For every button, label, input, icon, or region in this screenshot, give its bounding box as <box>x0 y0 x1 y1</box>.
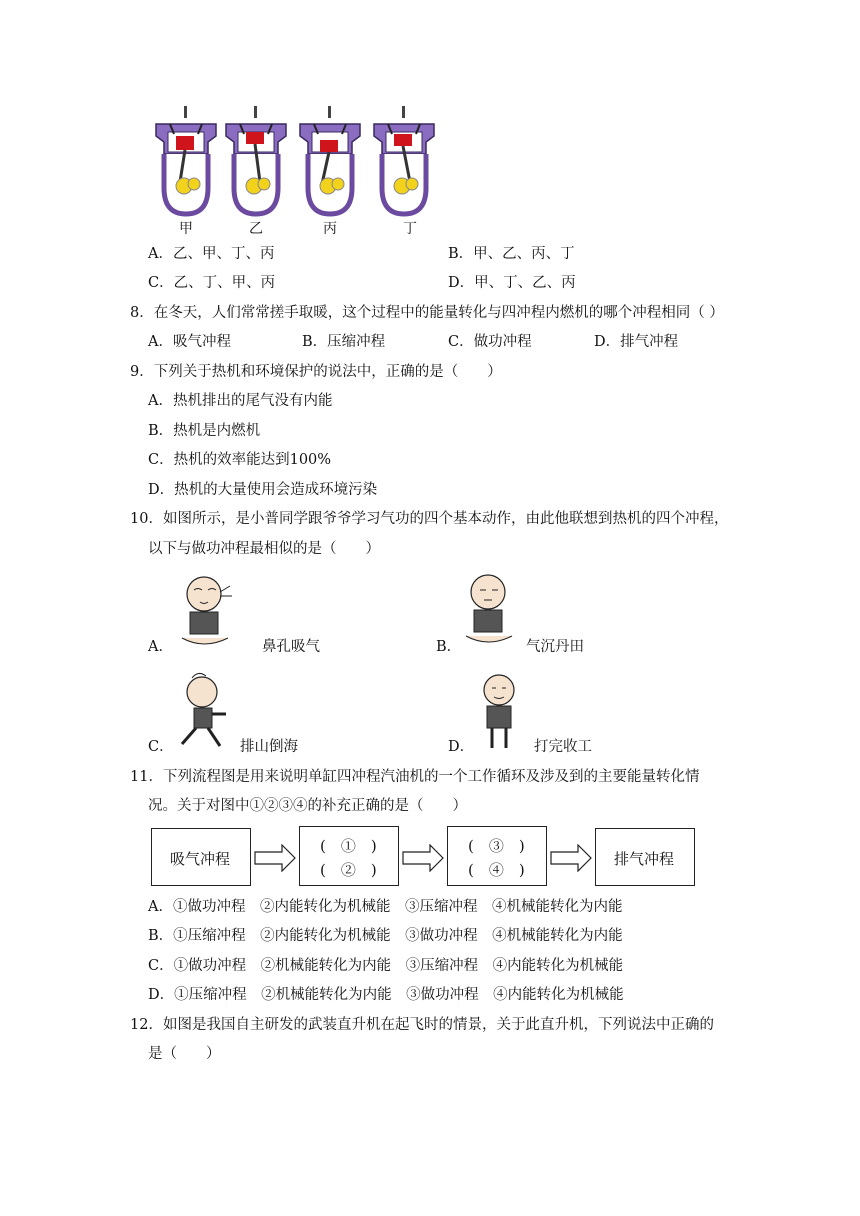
flow-blank-1: ( ① ) <box>320 837 377 855</box>
q10-option-c-caption: 排山倒海 <box>240 739 298 755</box>
q11-option-a[interactable]: A．①做功冲程 ②内能转化为机械能 ③压缩冲程 ④机械能转化为内能 <box>148 899 623 915</box>
q11-option-c[interactable]: C．①做功冲程 ②机械能转化为内能 ③压缩冲程 ④内能转化为机械能 <box>148 958 624 974</box>
q10-option-d-caption: 打完收工 <box>534 739 592 755</box>
q7-option-d[interactable]: D．甲、丁、乙、丙 <box>448 275 576 291</box>
engine-diagram-yi <box>224 106 288 218</box>
cartoon-push-mountain <box>176 672 236 754</box>
q9-stem: 9．下列关于热机和环境保护的说法中，正确的是（ ） <box>130 364 502 380</box>
q11-option-d[interactable]: D．①压缩冲程 ②机械能转化为内能 ③做功冲程 ④内能转化为机械能 <box>148 987 624 1003</box>
engine-diagram-ding <box>372 106 436 218</box>
q9-option-d[interactable]: D．热机的大量使用会造成环境污染 <box>148 482 378 498</box>
q8-option-b[interactable]: B．压缩冲程 <box>302 334 386 350</box>
q10-option-a-letter[interactable]: A． <box>148 639 173 655</box>
q10-option-b-letter[interactable]: B． <box>436 639 462 655</box>
q9-option-a[interactable]: A．热机排出的尾气没有内能 <box>148 393 333 409</box>
cartoon-finish-exercise <box>474 670 524 754</box>
q9-option-c[interactable]: C．热机的效率能达到100% <box>148 452 332 468</box>
q12-stem-line2: 是（ ） <box>148 1046 221 1062</box>
q10-option-d-letter[interactable]: D． <box>448 739 475 755</box>
flow-box-exhaust <box>595 828 695 886</box>
flow-blank-2: ( ② ) <box>320 861 377 879</box>
q12-stem-line1: 12．如图是我国自主研发的武装直升机在起飞时的情景，关于此直升机，下列说法中正确的 <box>130 1017 714 1033</box>
q11-stem-line2: 况。关于对图中①②③④的补充正确的是（ ） <box>148 798 467 814</box>
q10-stem-line1: 10．如图所示，是小普同学跟爷爷学习气功的四个基本动作，由此他联想到热机的四个冲程， <box>130 511 729 527</box>
q8-option-c[interactable]: C．做功冲程 <box>448 334 532 350</box>
engine-label-yi: 乙 <box>249 221 263 237</box>
q7-option-c[interactable]: C．乙、丁、甲、丙 <box>148 275 276 291</box>
flow-box-step3 <box>447 826 547 886</box>
engine-label-ding: 丁 <box>403 221 417 237</box>
q8-option-a[interactable]: A．吸气冲程 <box>148 334 231 350</box>
q7-option-b[interactable]: B．甲、乙、丙、丁 <box>448 246 575 262</box>
flow-box-exhaust-label: 排气冲程 <box>614 850 675 868</box>
flow-blank-3: ( ③ ) <box>468 837 525 855</box>
engine-diagram-bing <box>298 106 362 218</box>
cartoon-qi-to-dantian <box>458 570 518 652</box>
q10-stem-line2: 以下与做功冲程最相似的是（ ） <box>148 541 380 557</box>
flow-arrow-2 <box>402 844 444 872</box>
flow-box-intake <box>151 828 251 886</box>
q11-stem-line1: 11．下列流程图是用来说明单缸四冲程汽油机的一个工作循环及涉及到的主要能量转化情 <box>130 769 700 785</box>
q10-option-a-caption: 鼻孔吸气 <box>262 639 320 655</box>
q9-option-b[interactable]: B．热机是内燃机 <box>148 423 261 439</box>
cartoon-nostril-inhale <box>176 572 236 652</box>
q8-option-d[interactable]: D．排气冲程 <box>594 334 679 350</box>
flow-box-step2 <box>299 826 399 886</box>
q10-option-b-caption: 气沉丹田 <box>526 639 584 655</box>
q7-option-a[interactable]: A．乙、甲、丁、丙 <box>148 246 275 262</box>
engine-diagram-jia <box>154 106 218 218</box>
flow-box-intake-label: 吸气冲程 <box>170 850 231 868</box>
flow-blank-4: ( ④ ) <box>468 861 525 879</box>
flow-arrow-1 <box>254 844 296 872</box>
q11-option-b[interactable]: B．①压缩冲程 ②内能转化为机械能 ③做功冲程 ④机械能转化为内能 <box>148 928 623 944</box>
engine-label-bing: 丙 <box>323 221 337 237</box>
engine-label-jia: 甲 <box>179 221 193 237</box>
q10-option-c-letter[interactable]: C． <box>148 739 174 755</box>
flow-arrow-3 <box>550 844 592 872</box>
q8-stem: 8．在冬天，人们常常搓手取暖，这个过程中的能量转化与四冲程内燃机的哪个冲程相同（ ） <box>130 305 724 321</box>
